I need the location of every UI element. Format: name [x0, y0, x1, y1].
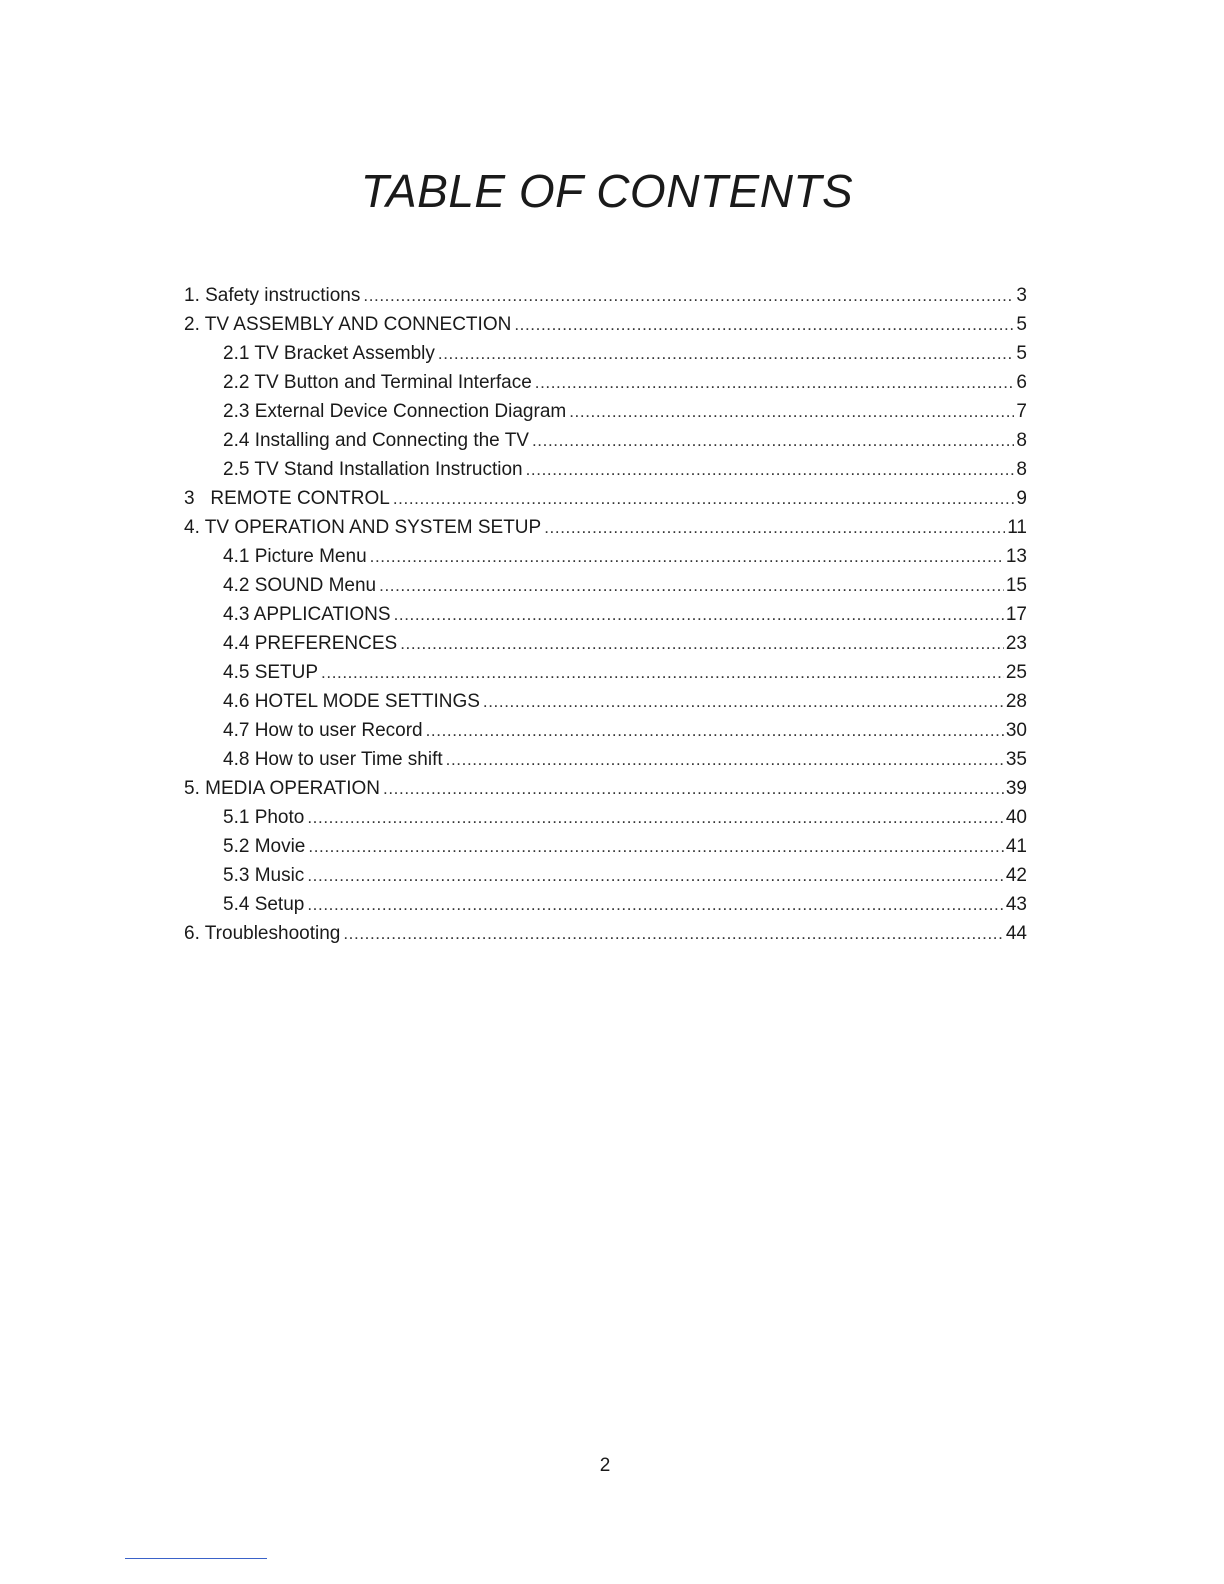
- toc-entry-page: 8: [1016, 459, 1027, 480]
- toc-entry[interactable]: [184, 513, 1027, 542]
- toc-dot-leader: [400, 629, 1004, 658]
- toc-entry-page: 39: [1005, 778, 1027, 799]
- toc-entry-page: 6: [1016, 372, 1027, 393]
- toc-entry-label: 5.2 Movie: [223, 836, 306, 857]
- toc-entry-label: 4.3 APPLICATIONS: [223, 604, 391, 625]
- toc-entry-label: 2. TV ASSEMBLY AND CONNECTION: [184, 314, 512, 335]
- toc-entry[interactable]: [184, 890, 1027, 919]
- toc-dot-leader: [514, 310, 1014, 339]
- toc-entry-label: 4. TV OPERATION AND SYSTEM SETUP: [184, 517, 542, 538]
- toc-entry-label: 5. MEDIA OPERATION: [184, 778, 381, 799]
- table-of-contents: [184, 281, 1027, 948]
- toc-entry[interactable]: [184, 716, 1027, 745]
- toc-entry-label: 4.7 How to user Record: [223, 720, 423, 741]
- toc-entry-page: 25: [1005, 662, 1027, 683]
- toc-entry-page: 13: [1005, 546, 1027, 567]
- toc-entry-page: 8: [1016, 430, 1027, 451]
- toc-dot-leader: [426, 716, 1004, 745]
- toc-entry[interactable]: [184, 484, 1027, 513]
- toc-entry-page: 23: [1005, 633, 1027, 654]
- toc-entry-page: 44: [1005, 923, 1027, 944]
- toc-dot-leader: [535, 368, 1015, 397]
- toc-dot-leader: [307, 803, 1004, 832]
- toc-dot-leader: [446, 745, 1004, 774]
- toc-entry-page: 15: [1005, 575, 1027, 596]
- toc-dot-leader: [483, 687, 1004, 716]
- toc-entry-label: 4.5 SETUP: [223, 662, 319, 683]
- toc-dot-leader: [370, 542, 1004, 571]
- toc-entry-page: 17: [1005, 604, 1027, 625]
- toc-entry-label: 5.4 Setup: [223, 894, 305, 915]
- toc-entry[interactable]: [184, 600, 1027, 629]
- toc-entry-page: 40: [1005, 807, 1027, 828]
- toc-entry-page: 30: [1005, 720, 1027, 741]
- toc-dot-leader: [363, 281, 1014, 310]
- toc-dot-leader: [307, 890, 1004, 919]
- toc-entry-label: 2.1 TV Bracket Assembly: [223, 343, 435, 364]
- toc-entry-label: 4.6 HOTEL MODE SETTINGS: [223, 691, 480, 712]
- toc-dot-leader: [394, 600, 1004, 629]
- toc-entry[interactable]: [184, 803, 1027, 832]
- toc-entry-page: 7: [1016, 401, 1027, 422]
- toc-dot-leader: [544, 513, 1005, 542]
- toc-entry[interactable]: [184, 687, 1027, 716]
- toc-entry-page: 5: [1016, 343, 1027, 364]
- toc-dot-leader: [438, 339, 1015, 368]
- toc-dot-leader: [343, 919, 1004, 948]
- toc-entry[interactable]: [184, 397, 1027, 426]
- toc-dot-leader: [532, 426, 1014, 455]
- page-title: TABLE OF CONTENTS: [360, 165, 854, 217]
- toc-entry[interactable]: [184, 832, 1027, 861]
- toc-entry-label: 4.2 SOUND Menu: [223, 575, 377, 596]
- toc-entry-page: 3: [1016, 285, 1027, 306]
- toc-entry[interactable]: [184, 629, 1027, 658]
- toc-dot-leader: [383, 774, 1004, 803]
- toc-entry[interactable]: [184, 745, 1027, 774]
- toc-entry[interactable]: [184, 919, 1027, 948]
- toc-entry[interactable]: [184, 339, 1027, 368]
- toc-entry[interactable]: [184, 426, 1027, 455]
- page-number: 2: [599, 1455, 611, 1476]
- toc-entry-label: 2.5 TV Stand Installation Instruction: [223, 459, 523, 480]
- toc-entry-label: 4.8 How to user Time shift: [223, 749, 443, 770]
- toc-entry-label: 4.4 PREFERENCES: [223, 633, 398, 654]
- toc-dot-leader: [307, 861, 1004, 890]
- toc-entry-label: 4.1 Picture Menu: [223, 546, 367, 567]
- toc-dot-leader: [308, 832, 1003, 861]
- toc-dot-leader: [569, 397, 1014, 426]
- toc-entry[interactable]: [184, 368, 1027, 397]
- toc-entry-label: 5.1 Photo: [223, 807, 305, 828]
- toc-entry-label: 2.4 Installing and Connecting the TV: [223, 430, 529, 451]
- toc-entry-page: 11: [1007, 517, 1027, 538]
- toc-entry-label: 5.3 Music: [223, 865, 305, 886]
- toc-dot-leader: [321, 658, 1004, 687]
- toc-entry-page: 28: [1005, 691, 1027, 712]
- toc-entry[interactable]: [184, 455, 1027, 484]
- toc-entry-label: 3 REMOTE CONTROL: [184, 488, 390, 509]
- toc-dot-leader: [379, 571, 1004, 600]
- toc-entry-page: 41: [1005, 836, 1027, 857]
- toc-entry-label: 1. Safety instructions: [184, 285, 361, 306]
- toc-dot-leader: [393, 484, 1015, 513]
- toc-entry[interactable]: [184, 310, 1027, 339]
- toc-entry-label: 2.2 TV Button and Terminal Interface: [223, 372, 532, 393]
- toc-entry-label: 6. Troubleshooting: [184, 923, 341, 944]
- toc-entry[interactable]: [184, 774, 1027, 803]
- toc-entry-page: 43: [1005, 894, 1027, 915]
- toc-entry[interactable]: [184, 658, 1027, 687]
- toc-entry-label: 2.3 External Device Connection Diagram: [223, 401, 567, 422]
- toc-entry-page: 35: [1005, 749, 1027, 770]
- toc-entry[interactable]: [184, 281, 1027, 310]
- toc-entry[interactable]: [184, 542, 1027, 571]
- toc-dot-leader: [526, 455, 1015, 484]
- footnote-divider: [125, 1558, 267, 1559]
- toc-entry-page: 42: [1005, 865, 1027, 886]
- toc-entry-page: 9: [1016, 488, 1027, 509]
- toc-entry[interactable]: [184, 861, 1027, 890]
- toc-entry[interactable]: [184, 571, 1027, 600]
- toc-entry-page: 5: [1016, 314, 1027, 335]
